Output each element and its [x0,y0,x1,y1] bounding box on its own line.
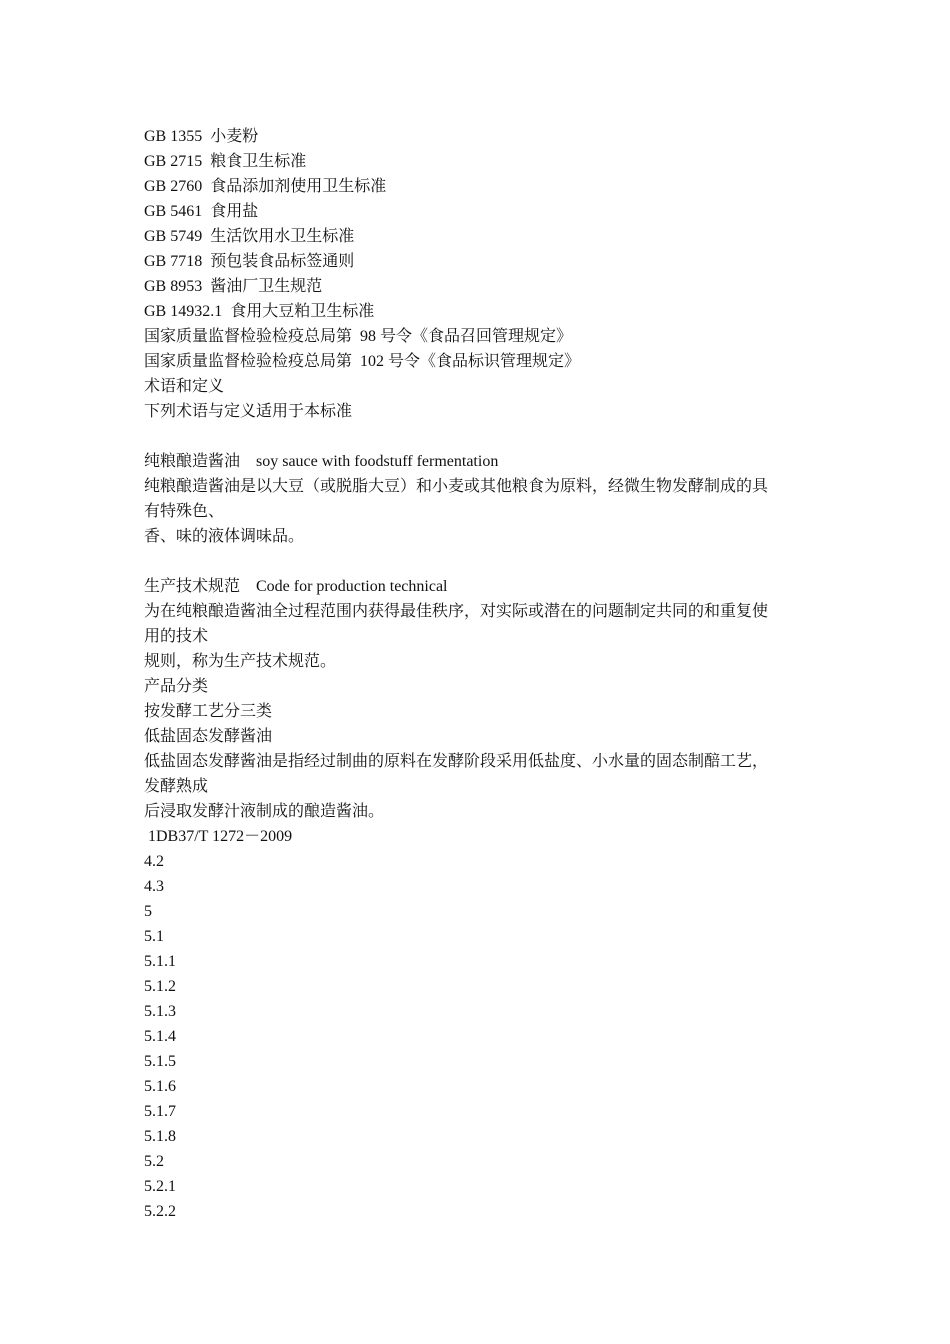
blank-line [144,424,824,449]
page-header-code: 1DB37/T 1272－2009 [144,828,293,845]
definition-line: 发酵熟成 [144,778,209,795]
section-heading: 产品分类 [144,678,209,695]
definition-line: 用的技术 [144,628,209,645]
paragraph-line: 按发酵工艺分三类 [144,703,273,720]
section-number: 4.2 [144,853,164,870]
document-page [144,124,824,1224]
section-heading: 术语和定义 [144,378,225,395]
blank-line [144,549,824,574]
standard-ref-line: GB 1355 小麦粉 [144,128,259,145]
standard-ref-line: GB 5749 生活饮用水卫生标准 [144,228,355,245]
section-number: 4.3 [144,878,164,895]
term-heading: 纯粮酿造酱油 soy sauce with foodstuff fermentation [144,453,499,470]
section-number: 5.2.1 [144,1178,176,1195]
definition-line: 纯粮酿造酱油是以大豆（或脱脂大豆）和小麦或其他粮食为原料，经微生物发酵制成的具 [144,478,769,495]
definition-line: 规则，称为生产技术规范。 [144,653,337,670]
definition-line: 后浸取发酵汁液制成的酿造酱油。 [144,803,385,820]
section-number: 5.1.2 [144,978,176,995]
section-number: 5.1.8 [144,1128,176,1145]
term-heading: 生产技术规范 Code for production technical [144,578,448,595]
standard-ref-line: GB 8953 酱油厂卫生规范 [144,278,323,295]
section-number: 5.1.1 [144,953,176,970]
section-number: 5 [144,903,152,920]
standard-ref-line: GB 14932.1 食用大豆粕卫生标准 [144,303,375,320]
section-number: 5.1.6 [144,1078,176,1095]
definition-line: 香、味的液体调味品。 [144,528,305,545]
section-number: 5.2.2 [144,1203,176,1220]
section-number: 5.1.5 [144,1053,176,1070]
definition-line: 为在纯粮酿造酱油全过程范围内获得最佳秩序，对实际或潜在的问题制定共同的和重复使 [144,603,769,620]
definition-line: 低盐固态发酵酱油是指经过制曲的原料在发酵阶段采用低盐度、小水量的固态制醅工艺， [144,753,769,770]
section-number: 5.1.4 [144,1028,176,1045]
section-number: 5.1 [144,928,164,945]
standard-ref-line: GB 2715 粮食卫生标准 [144,153,307,170]
standard-ref-line: GB 2760 食品添加剂使用卫生标准 [144,178,387,195]
regulation-ref-line: 国家质量监督检验检疫总局第 98 号令《食品召回管理规定》 [144,328,573,345]
definition-line: 有特殊色、 [144,503,225,520]
term-heading: 低盐固态发酵酱油 [144,728,273,745]
paragraph-line: 下列术语与定义适用于本标准 [144,403,353,420]
section-number: 5.1.3 [144,1003,176,1020]
standard-ref-line: GB 5461 食用盐 [144,203,259,220]
standard-ref-line: GB 7718 预包装食品标签通则 [144,253,355,270]
section-number: 5.2 [144,1153,164,1170]
regulation-ref-line: 国家质量监督检验检疫总局第 102 号令《食品标识管理规定》 [144,353,581,370]
section-number: 5.1.7 [144,1103,176,1120]
